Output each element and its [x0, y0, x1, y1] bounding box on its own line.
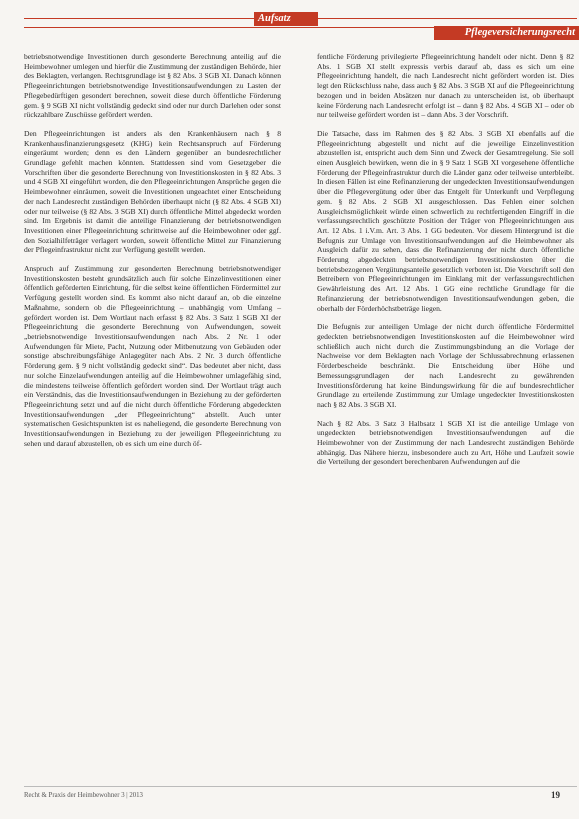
- section-label: Aufsatz: [254, 12, 318, 26]
- paragraph: Die Tatsache, dass im Rahmen des § 82 Abs. 3 SGB XI ebenfalls auf die Pflegeeinrichtung abgestellt und nicht auf die jeweilige Einzelinvestition abzustellen ist, entspricht auch dem Sinn und Zweck der Gesamtregelung. Sie soll einen Ausgleich bewirken, wenn die in § 9 Satz 1 SGB XI vorgesehene öffentliche Förderung der Pflegeinfrastruktur durch die Länder ganz oder teilweise unterbleibt. In diesen Fällen ist eine Refinanzierung der ungedeckten Investitionsaufwendungen über die Pflegevergütung oder über das Entgelt für Unterkunft und Verpflegung gem. § 82 Abs. 2 SGB XI ausgeschlossen. Das Fehlen einer solchen Ausgleichsmöglichkeit würde einen schwerlich zu rechtfertigenden Eingriff in die verfassungsrechtlich geschützte Position der Träger von Pflegeeinrichtungen aus Art. 12 Abs. 1 i.V.m. Art. 3 Abs. 1 GG bedeuten. Vor diesem Hintergrund ist die Befugnis zur Umlage von Investitionsaufwendungen auf die Heimbewohner als Ausgleich dafür zu sehen, dass die Refinanzierung der nicht durch öffentliche Förderung abgedeckten betriebsnotwendigen Investitionskosten über die betriebsbezogenen Vergütungsanteile gesetzlich verboten ist. Die Vorschrift soll den Betreibern von Pflegeeinrichtungen im Einklang mit der verfassungsrechtlichen Gewährleistung des Art. 12 Abs. 1 GG eine rechtliche Grundlage für die Refinanzierung der betriebsnotwendigen Investitionsaufwendungen geben, die oberhalb der Förderhöchstbeträge liegen.: [317, 128, 574, 313]
- paragraph: Nach § 82 Abs. 3 Satz 3 Halbsatz 1 SGB XI ist die anteilige Umlage von ungedeckten betriebsnotwendigen Investitionsaufwendungen auf die Heimbewohner von der Zustimmung der nach Landesrecht zuständigen Behörde abhängig. Das Nähere hierzu, insbesondere auch zu Art, Höhe und Laufzeit sowie die Verteilung der gesondert berechenbaren Aufwendungen auf die: [317, 418, 574, 467]
- paragraph: Anspruch auf Zustimmung zur gesonderten Berechnung betriebsnotwendiger Investitionskosten besteht grundsätzlich auch für solche Einzelinvestitionen einer öffentlich geförderten Einrichtung, für die selbst keine öffentlichen Fördermittel zur Verfügung gestellt worden sind. Es kommt also nicht darauf an, ob die einzelne Maßnahme, sondern ob die Pflegeeinrichtung – unabhängig vom Umfang – gefördert worden ist. Dem Wortlaut nach erfasst § 82 Abs. 3 Satz 1 SGB XI der Pflegeeinrichtung die gesonderte Berechnung von Aufwendungen, soweit „betriebsnotwendige Investitionsaufwendungen nach Abs. 2 Nr. 1 oder Aufwendungen für Miete, Pacht, Nutzung oder Mitbenutzung von Gebäuden oder sonstige abschreibungsfähige Anlagegüter nach Abs. 2 Nr. 3 durch öffentliche Förderung gem. § 9 nicht vollständig gedeckt sind“. Das bedeutet aber nicht, dass nur solche Einzelaufwendungen anteilig auf die Heimbewohner umlagefähig sind, die mindestens teilweise öffentlich gefördert worden sind. Der Wortlaut trägt auch ein Verständnis, das die Investitionsaufwendungen in Beziehung zu der geförderten Pflegeeinrichtung setzt und auf die nicht durch öffentliche Förderung abgedeckten Investitionsaufwendungen „der Pflegeeinrichtung“ abstellt. Auch unter systematischen Gesichtspunkten ist es naheliegend, die gesonderte Berechnung von Investitionsaufwendungen in Beziehung zu der jeweiligen Pflegeeinrichtung zu sehen und darauf abzustellen, ob es sich um eine durch öf-: [24, 264, 281, 448]
- paragraph: betriebsnotwendige Investitionen durch gesonderte Berechnung anteilig auf die Heimbewohner umlegen und hierfür die Zustimmung der zuständigen Behörde, hier des Beklagten, verlangen. Rechtsgrundlage ist § 82 Abs. 3 SGB XI. Danach können Pflegeeinrichtungen betriebsnotwendige Investitionsaufwendungen zu Lasten der Pflegebedürftigen gesondert berechnen, soweit diese durch öffentliche Förderung gem. § 9 SGB XI nicht vollständig gedeckt sind oder nur durch Darlehen oder sonst rückzahlbare Zuschüsse gefördert werden.: [24, 52, 281, 120]
- topic-label: Pflegeversicherungsrecht: [434, 26, 579, 40]
- left-column: [24, 52, 281, 457]
- page-number: 19: [551, 790, 560, 800]
- journal-citation: Recht & Praxis der Heimbewohner 3 | 2013: [24, 792, 143, 799]
- right-column: [317, 52, 574, 476]
- paragraph: fentliche Förderung privilegierte Pflegeeinrichtung handelt oder nicht. Denn § 82 Abs. 1 SGB XI stellt expressis verbis darauf ab, dass es sich um eine Pflegeeinrichtung handelt, die nach Landesrecht nicht gefördert worden ist. Dies legt den Rückschluss nahe, dass auch § 82 Abs. 3 SGB XI auf die Pflegeeinrichtung bezogen und in beiden Absätzen nur danach zu unterscheiden ist, ob überhaupt keine Förderung nach Landesrecht erfolgt ist – dann § 82 Abs. 4 SGB XI – oder ob nur teilweise gefördert worden ist – dann Abs. 3 der Vorschrift.: [317, 52, 574, 120]
- paragraph: Den Pflegeeinrichtungen ist anders als den Krankenhäusern nach § 8 Krankenhausfinanzierungsgesetz (KHG) kein Rechtsanspruch auf Förderung eingeräumt worden; denn es den Ländern gegenüber an bundesrechtlicher Grundlage gefehlt machen könnten. Stattdessen sind vom Gesetzgeber die Vorschriften über die gesonderte Berechnung von Investitionskosten in § 82 Abs. 3 und 4 SGB XI eingeführt worden, die den Pflegeeinrichtungen Ansprüche gegen die Heimbewohner einräumen, soweit die Investitionen ungeachtet einer Entscheidung der nach Landesrecht zuständigen Behörden überhaupt nicht (§ 82 Abs. 4 SGB XI) oder nur teilweise (§ 82 Abs. 3 SGB XI) durch öffentliche Mittel abgedeckt worden sind. Im Ergebnis ist damit die anteilige Finanzierung der betriebsnotwendigen Investitionen einer Pflegeeinrichtung schrittweise auf die Heimbewohner oder ggf. den Sozialhilfeträger verlagert worden, soweit öffentliche Mittel zur Finanzierung der Pflegeinfrastruktur nicht zur Verfügung gestellt werden.: [24, 128, 281, 255]
- paragraph: Die Befugnis zur anteiligen Umlage der nicht durch öffentliche Fördermittel gedeckten betriebsnotwendigen Investitionskosten auf die Heimbewohner wird schließlich auch nicht durch die Zustimmungsbindung an die Vorlage der Nachweise vor dem Beklagten nach Vorlage der Schlussabrechnung erlassenen Förderbescheide beschränkt. Die Entscheidung über Höhe und Bemessungsgrundlagen der nach Landesrecht zu gewährenden Investitionsförderung hat keine Bindungswirkung für die auf bundesrechtlicher Grundlage zu erteilende Zustimmung zur Umlage ungedeckter Investitionskosten nach § 82 Abs. 3 SGB XI.: [317, 322, 574, 409]
- footer-rule: [24, 786, 577, 787]
- header-rule-bottom: [24, 27, 434, 28]
